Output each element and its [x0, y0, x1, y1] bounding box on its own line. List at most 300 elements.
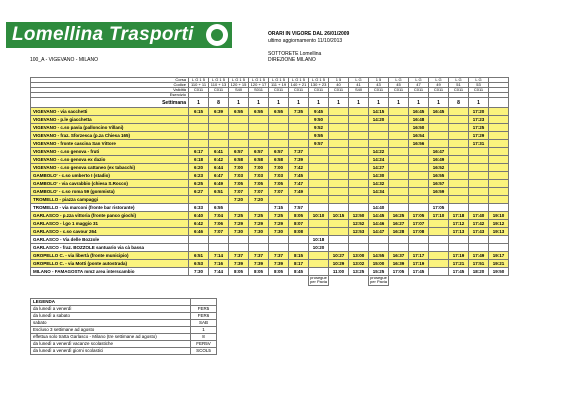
time-cell: 10:15 — [329, 212, 349, 220]
time-cell — [409, 244, 429, 252]
time-cell — [389, 196, 409, 204]
time-cell — [209, 236, 229, 244]
time-cell — [409, 236, 429, 244]
time-cell — [309, 180, 329, 188]
time-cell: 8:17 — [289, 260, 309, 268]
time-cell — [329, 228, 349, 236]
time-cell — [309, 148, 329, 156]
time-cell — [389, 132, 409, 140]
time-cell: 6:55 — [249, 108, 269, 116]
time-cell: 17:51 — [469, 260, 489, 268]
stop-row — [31, 212, 509, 220]
time-cell — [449, 172, 469, 180]
time-cell — [309, 228, 329, 236]
header-cell: 41 — [349, 83, 369, 88]
service-cell: 1 — [369, 98, 389, 108]
header-cell: 47 — [409, 83, 429, 88]
time-cell — [289, 196, 309, 204]
notes-row — [31, 276, 509, 286]
time-cell: 6:58 — [249, 156, 269, 164]
time-cell — [489, 244, 509, 252]
legend-code: SAB — [191, 320, 217, 327]
last-update: ultimo aggiornamento 11/10/2013 — [268, 38, 343, 44]
time-cell — [449, 236, 469, 244]
time-cell — [389, 116, 409, 124]
time-cell — [269, 116, 289, 124]
time-cell — [429, 220, 449, 228]
time-cell: 7:37 — [289, 148, 309, 156]
time-cell — [309, 220, 329, 228]
time-cell: 6:27 — [189, 188, 209, 196]
header-cell: L G 1 5 — [209, 78, 229, 83]
time-cell — [289, 132, 309, 140]
time-cell: 7:42 — [289, 164, 309, 172]
time-cell: 8:05 — [229, 268, 249, 276]
time-cell: 17:21 — [449, 260, 469, 268]
time-cell: 7:37 — [229, 252, 249, 260]
stop-row — [31, 228, 509, 236]
time-cell: 16:49 — [429, 156, 449, 164]
stop-row — [31, 204, 509, 212]
time-cell: 16:50 — [409, 124, 429, 132]
time-cell: 14:30 — [369, 172, 389, 180]
stop-row — [31, 180, 509, 188]
time-cell: 14:47 — [369, 228, 389, 236]
time-cell — [369, 124, 389, 132]
timetable — [30, 77, 509, 286]
time-cell: 17:49 — [469, 252, 489, 260]
note-cell — [409, 276, 429, 286]
time-cell — [409, 188, 429, 196]
time-cell: 6:53 — [189, 260, 209, 268]
time-cell — [349, 180, 369, 188]
time-cell: 10:20 — [309, 244, 329, 252]
logo-emblem-icon — [206, 24, 228, 46]
time-cell — [329, 196, 349, 204]
header-cell: C011 — [189, 88, 209, 93]
time-cell — [429, 132, 449, 140]
legend-desc: da lunedì a venerdì giorni scolastici — [31, 348, 191, 355]
time-cell — [329, 180, 349, 188]
service-cell: 8 — [449, 98, 469, 108]
time-cell — [349, 148, 369, 156]
time-cell — [369, 196, 389, 204]
time-cell: 6:17 — [189, 148, 209, 156]
time-cell: 6:46 — [189, 228, 209, 236]
header-cell: C011 — [209, 88, 229, 93]
header-cell: L G 1 5 — [229, 78, 249, 83]
service-cell: 1 — [389, 98, 409, 108]
time-cell: 17:07 — [409, 220, 429, 228]
time-cell: 19:12 — [489, 220, 509, 228]
header-row-label: Esercizio — [31, 93, 189, 98]
legend-code: 8 — [191, 334, 217, 341]
time-cell — [389, 140, 409, 148]
header-cell: C011 — [269, 88, 289, 93]
time-cell — [409, 204, 429, 212]
time-cell: 9:45 — [309, 108, 329, 116]
time-cell — [209, 116, 229, 124]
time-cell — [469, 164, 489, 172]
time-cell: 6:57 — [229, 148, 249, 156]
time-cell — [189, 124, 209, 132]
header-cell: 130 + 23 — [309, 83, 329, 88]
service-row — [31, 98, 509, 108]
time-cell: 8:05 — [289, 212, 309, 220]
time-cell — [469, 244, 489, 252]
time-cell: 14:55 — [369, 252, 389, 260]
stop-row — [31, 172, 509, 180]
time-cell: 8:08 — [289, 228, 309, 236]
legend-row — [31, 306, 217, 313]
note-cell — [469, 276, 489, 286]
time-cell — [429, 116, 449, 124]
header-cell: C011 — [329, 88, 349, 93]
time-cell: 7:03 — [269, 172, 289, 180]
time-cell — [489, 164, 509, 172]
time-cell: 8:05 — [249, 268, 269, 276]
time-cell — [409, 180, 429, 188]
time-cell: 6:39 — [209, 108, 229, 116]
time-cell: 7:05 — [249, 180, 269, 188]
time-cell — [469, 148, 489, 156]
time-cell: 7:07 — [209, 228, 229, 236]
time-cell — [449, 148, 469, 156]
legend-desc: LEGENDA — [31, 299, 191, 306]
time-cell: 19:50 — [489, 268, 509, 276]
time-cell — [209, 124, 229, 132]
service-cell — [489, 98, 509, 108]
header-cell: L G — [409, 78, 429, 83]
time-cell: 16:39 — [389, 260, 409, 268]
time-cell: 14:34 — [369, 188, 389, 196]
time-cell — [269, 124, 289, 132]
time-cell: 12:52 — [349, 220, 369, 228]
stop-name: VIGEVANO - p.le giacchetta — [31, 116, 189, 124]
service-cell: 1 — [409, 98, 429, 108]
time-cell — [409, 172, 429, 180]
time-cell — [489, 204, 509, 212]
stop-row — [31, 268, 509, 276]
time-cell: 9:55 — [309, 132, 329, 140]
time-cell: 7:15 — [269, 204, 289, 212]
time-cell: 16:27 — [389, 220, 409, 228]
stop-row — [31, 156, 509, 164]
time-cell — [489, 236, 509, 244]
time-cell — [449, 124, 469, 132]
time-cell — [469, 204, 489, 212]
time-cell — [389, 164, 409, 172]
time-cell — [389, 204, 409, 212]
time-cell: 18:20 — [469, 268, 489, 276]
note-cell: prosegue per Pavia — [310, 275, 327, 284]
header-cell: L G — [349, 78, 369, 83]
time-cell — [369, 244, 389, 252]
service-cell: 1 — [329, 98, 349, 108]
time-cell: 6:40 — [189, 212, 209, 220]
time-cell — [469, 188, 489, 196]
legend-row — [31, 334, 217, 341]
time-cell — [349, 156, 369, 164]
legend-desc: sabato — [31, 320, 191, 327]
header-cell: L G — [429, 78, 449, 83]
time-cell: 7:20 — [229, 196, 249, 204]
time-cell: 19:21 — [489, 260, 509, 268]
time-cell — [249, 140, 269, 148]
time-cell: 17:42 — [469, 220, 489, 228]
stop-row — [31, 196, 509, 204]
time-cell: 7:03 — [229, 172, 249, 180]
time-cell — [329, 164, 349, 172]
time-cell: 12:53 — [349, 228, 369, 236]
time-cell: 16:37 — [389, 252, 409, 260]
time-cell: 6:51 — [189, 252, 209, 260]
stop-row — [31, 116, 509, 124]
service-cell: 1 — [229, 98, 249, 108]
service-row-label: Settimana — [31, 98, 189, 108]
time-cell — [489, 156, 509, 164]
time-cell — [449, 140, 469, 148]
stop-row — [31, 260, 509, 268]
time-cell: 17:19 — [409, 260, 429, 268]
time-cell — [329, 140, 349, 148]
header-cell: 1 5 — [329, 78, 349, 83]
time-cell: 8:15 — [289, 252, 309, 260]
time-cell — [429, 268, 449, 276]
time-cell — [429, 244, 449, 252]
time-cell — [249, 124, 269, 132]
time-cell: 14:24 — [369, 156, 389, 164]
time-cell — [189, 196, 209, 204]
service-cell: 1 — [469, 98, 489, 108]
time-cell — [209, 244, 229, 252]
time-cell: 7:07 — [229, 188, 249, 196]
time-cell — [189, 116, 209, 124]
time-cell — [329, 244, 349, 252]
time-cell — [429, 252, 449, 260]
time-cell: 17:20 — [469, 108, 489, 116]
time-cell — [469, 180, 489, 188]
time-cell: 7:25 — [269, 212, 289, 220]
time-cell — [389, 188, 409, 196]
time-cell: 17:23 — [469, 116, 489, 124]
time-cell: 7:20 — [249, 196, 269, 204]
time-cell: 6:57 — [269, 148, 289, 156]
time-cell: 19:13 — [489, 228, 509, 236]
legend-row — [31, 327, 217, 334]
time-cell — [409, 148, 429, 156]
time-cell — [269, 132, 289, 140]
note-cell: prosegue per Pavia — [370, 275, 387, 284]
time-cell: 6:47 — [209, 172, 229, 180]
time-cell — [389, 244, 409, 252]
time-cell — [269, 244, 289, 252]
stop-name: VIGEVANO - fraz. Sforzesca (p.za Chiesa 165) — [31, 132, 189, 140]
time-cell: 7:35 — [289, 108, 309, 116]
header-cell: C011 — [409, 88, 429, 93]
time-cell — [309, 196, 329, 204]
stop-name: GARLASCO - p.zza vittoria (fronte panco giochi) — [31, 212, 189, 220]
time-cell — [249, 116, 269, 124]
header-cell: C011 — [309, 88, 329, 93]
time-cell: 7:25 — [249, 212, 269, 220]
time-cell — [349, 244, 369, 252]
stop-row — [31, 188, 509, 196]
logo-text: Lomellina Trasporti — [12, 24, 194, 45]
header-cell: C011 — [369, 88, 389, 93]
note-cell — [489, 276, 509, 286]
time-cell — [289, 116, 309, 124]
header-cell: C011 — [289, 88, 309, 93]
time-cell — [329, 108, 349, 116]
time-cell: 7:37 — [249, 252, 269, 260]
stop-name: VIGEVANO - c.so pavia (palloncino Villani) — [31, 124, 189, 132]
legend-desc: da lunedì a venerdì vacanze scolastiche — [31, 341, 191, 348]
stop-name: VIGEVANO - c.so genova ex dazio — [31, 156, 189, 164]
header-cell: L G 1 5 — [309, 78, 329, 83]
stop-name: VIGEVANO - via sacchetti — [31, 108, 189, 116]
stop-name: GARLASCO - fraz. BOZZOLE santuario via cà bassa — [31, 244, 189, 252]
time-cell — [369, 236, 389, 244]
header-cell: 43 — [369, 83, 389, 88]
note-cell — [189, 276, 209, 286]
time-cell: 7:39 — [289, 156, 309, 164]
time-cell: 16:54 — [409, 132, 429, 140]
legend-row — [31, 341, 217, 348]
time-cell: 14:45 — [369, 212, 389, 220]
time-cell — [389, 124, 409, 132]
header-cell: 110 + 11 — [189, 83, 209, 88]
header-cell: C011 — [389, 88, 409, 93]
time-cell: 6:51 — [209, 188, 229, 196]
header-cell: 120 + 15 — [229, 83, 249, 88]
time-cell — [309, 188, 329, 196]
header-cell: S40 — [229, 88, 249, 93]
stop-row — [31, 124, 509, 132]
header-cell: 120 + 17 — [249, 83, 269, 88]
time-cell — [329, 220, 349, 228]
time-cell — [249, 132, 269, 140]
stop-row — [31, 236, 509, 244]
time-cell — [309, 164, 329, 172]
time-cell: 17:13 — [449, 228, 469, 236]
time-cell — [289, 124, 309, 132]
operator-direction: DIREZIONE MILANO — [268, 57, 316, 63]
time-cell: 17:45 — [449, 268, 469, 276]
time-cell: 8:07 — [289, 220, 309, 228]
time-cell: 16:45 — [429, 108, 449, 116]
legend-code: FER5V — [191, 341, 217, 348]
time-cell: 7:37 — [269, 252, 289, 260]
time-cell — [229, 132, 249, 140]
time-cell: 17:25 — [469, 124, 489, 132]
time-cell: 16:55 — [429, 172, 449, 180]
time-cell — [269, 140, 289, 148]
time-cell: 17:40 — [469, 212, 489, 220]
stop-name: MILANO - FAMAGOSTA mm2 area interscambio — [31, 268, 189, 276]
time-cell — [429, 236, 449, 244]
time-cell — [449, 244, 469, 252]
time-cell: 10:27 — [329, 252, 349, 260]
time-cell — [329, 188, 349, 196]
time-cell — [429, 196, 449, 204]
time-cell — [249, 244, 269, 252]
time-cell: 19:17 — [489, 252, 509, 260]
time-cell: 7:14 — [209, 252, 229, 260]
time-cell — [329, 156, 349, 164]
time-cell: 16:59 — [429, 188, 449, 196]
time-cell — [489, 148, 509, 156]
time-cell: 14:27 — [369, 164, 389, 172]
time-cell — [209, 132, 229, 140]
stop-row — [31, 148, 509, 156]
time-cell: 7:16 — [209, 260, 229, 268]
header-cell: C011 — [449, 88, 469, 93]
time-cell — [449, 116, 469, 124]
note-cell — [429, 276, 449, 286]
time-cell: 8:45 — [289, 268, 309, 276]
stop-name: GROPELLO C. - via libertà (fronte municipio) — [31, 252, 189, 260]
stop-name: GAMBOLO' - c.so roma 59 (gommista) — [31, 188, 189, 196]
header-cell: L G 1 5 — [269, 78, 289, 83]
legend-row — [31, 320, 217, 327]
operator-name: SOTTORETE Lomellina — [268, 51, 322, 57]
time-cell — [349, 124, 369, 132]
time-cell — [449, 188, 469, 196]
time-cell: 19:10 — [489, 212, 509, 220]
time-cell: 7:05 — [269, 180, 289, 188]
time-cell: 6:18 — [189, 156, 209, 164]
header-cell: C011 — [429, 88, 449, 93]
time-cell: 7:04 — [209, 212, 229, 220]
time-cell — [309, 268, 329, 276]
time-cell: 16:45 — [409, 108, 429, 116]
header-cell: 51 — [449, 83, 469, 88]
stop-name: GARLASCO - l.go 1 maggio 31 — [31, 220, 189, 228]
time-cell — [449, 156, 469, 164]
time-cell — [449, 132, 469, 140]
time-cell — [329, 236, 349, 244]
time-cell — [469, 196, 489, 204]
time-cell: 17:29 — [469, 132, 489, 140]
time-cell: 7:05 — [229, 180, 249, 188]
legend-desc: effettua solo tratta Garlasco - Milano (tre settimane ad agosto) — [31, 334, 191, 341]
time-cell — [429, 260, 449, 268]
time-cell — [489, 132, 509, 140]
header-cell: 1 5 — [369, 78, 389, 83]
note-cell — [329, 276, 349, 286]
time-cell — [269, 236, 289, 244]
time-cell — [489, 172, 509, 180]
stop-row — [31, 164, 509, 172]
stop-row — [31, 140, 509, 148]
note-cell — [389, 276, 409, 286]
time-cell — [229, 204, 249, 212]
time-cell — [409, 196, 429, 204]
stop-name: GAMBOLO' - via cavrabbio (chiesa S.Rocco) — [31, 180, 189, 188]
time-cell: 16:25 — [389, 212, 409, 220]
time-cell: 6:33 — [189, 204, 209, 212]
time-cell: 10:29 — [329, 260, 349, 268]
time-cell — [229, 124, 249, 132]
time-cell: 7:07 — [249, 188, 269, 196]
stop-row — [31, 252, 509, 260]
time-cell: 9:52 — [309, 124, 329, 132]
note-cell — [209, 276, 229, 286]
note-cell — [249, 276, 269, 286]
time-cell: 7:39 — [269, 260, 289, 268]
stop-row — [31, 220, 509, 228]
